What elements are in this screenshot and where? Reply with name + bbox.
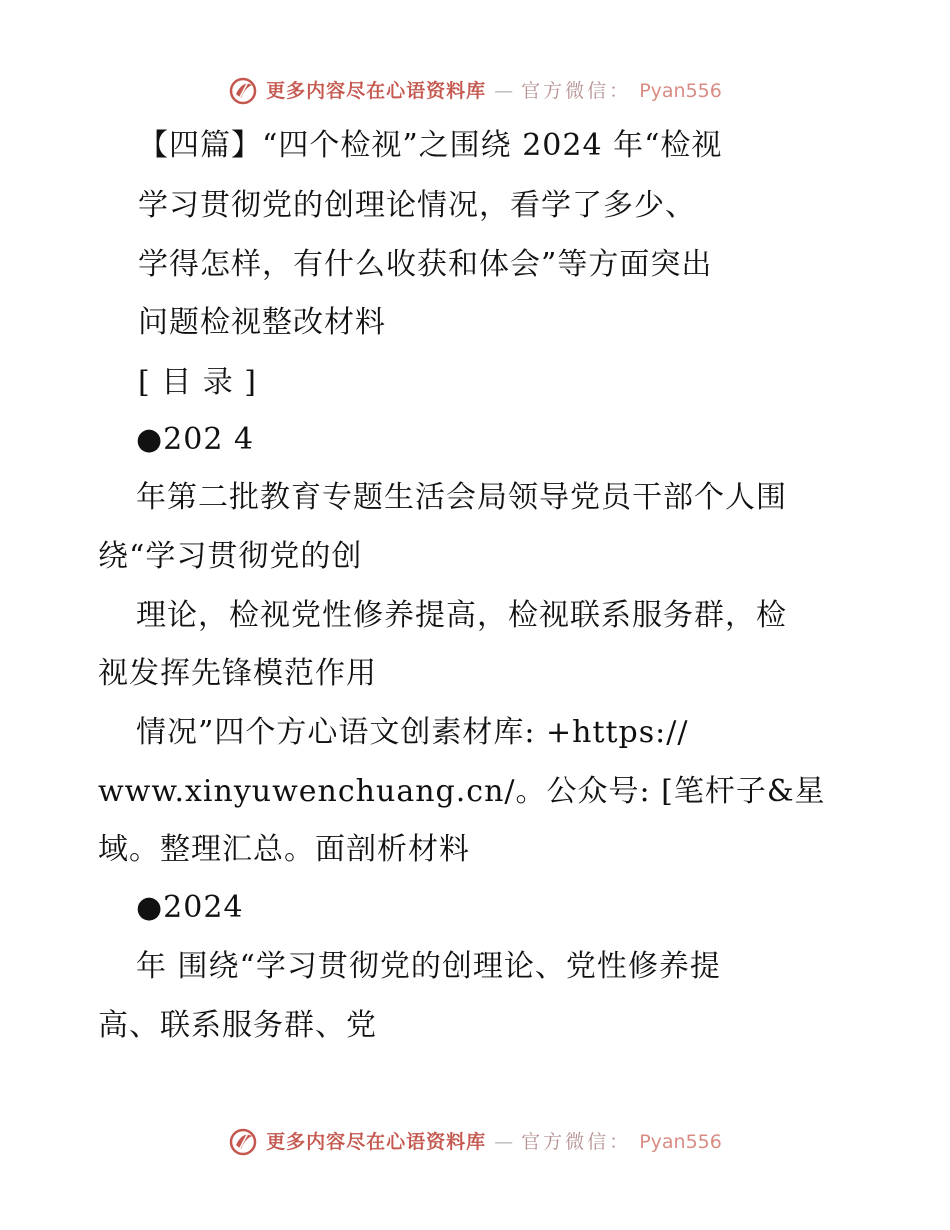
toc-item-1-line-7: 域。整理汇总。面剖析材料 [98,832,470,867]
toc-item-1-line-5: 情况”四个方心语文创素材库: +https:// [136,715,689,750]
toc-item-1-line-1: 年第二批教育专题生活会局领导党员干部个人围 [136,480,787,515]
watermark-main-text: 更多内容尽在心语资料库 [266,80,487,102]
doc-title-line-3: 学得怎样，有什么收获和体会”等方面突出 [138,247,713,282]
watermark-logo-icon [228,76,258,106]
toc-item-2-line-2: 高、联系服务群、党 [98,1008,377,1043]
toc-item-1-line-2: 绕“学习贯彻党的创 [98,539,363,574]
toc-bullet-2: ●2024 [136,890,244,925]
watermark-main-text: 更多内容尽在心语资料库 [266,1131,487,1153]
watermark-label: 官方微信： [521,80,632,102]
watermark-logo-icon [228,1127,258,1157]
toc-heading: [ 目 录 ] [138,365,258,400]
header-watermark [0,76,950,106]
toc-item-2-line-1: 年 围绕“学习贯彻党的创理论、党性修养提 [136,949,721,984]
watermark-separator: — [494,1131,514,1153]
footer-watermark [0,1127,950,1157]
watermark-wechat-id: Pyan556 [639,80,722,102]
doc-title-line-2: 学习贯彻党的创理论情况，看学了多少、 [138,188,696,223]
toc-item-1-line-6: www.xinyuwenchuang.cn/。公众号: [笔杆子&星 [98,774,826,809]
watermark-wechat-id: Pyan556 [639,1131,722,1153]
doc-title-line-4: 问题检视整改材料 [138,305,386,340]
toc-item-1-line-3: 理论，检视党性修养提高，检视联系服务群，检 [136,598,787,633]
watermark-separator: — [494,80,514,102]
toc-bullet-1: ●202 4 [136,422,255,457]
toc-item-1-line-4: 视发挥先锋模范作用 [98,656,377,691]
watermark-label: 官方微信： [521,1131,632,1153]
doc-title-line-1: 【四篇】“四个检视”之围绕 2024 年“检视 [138,128,723,163]
